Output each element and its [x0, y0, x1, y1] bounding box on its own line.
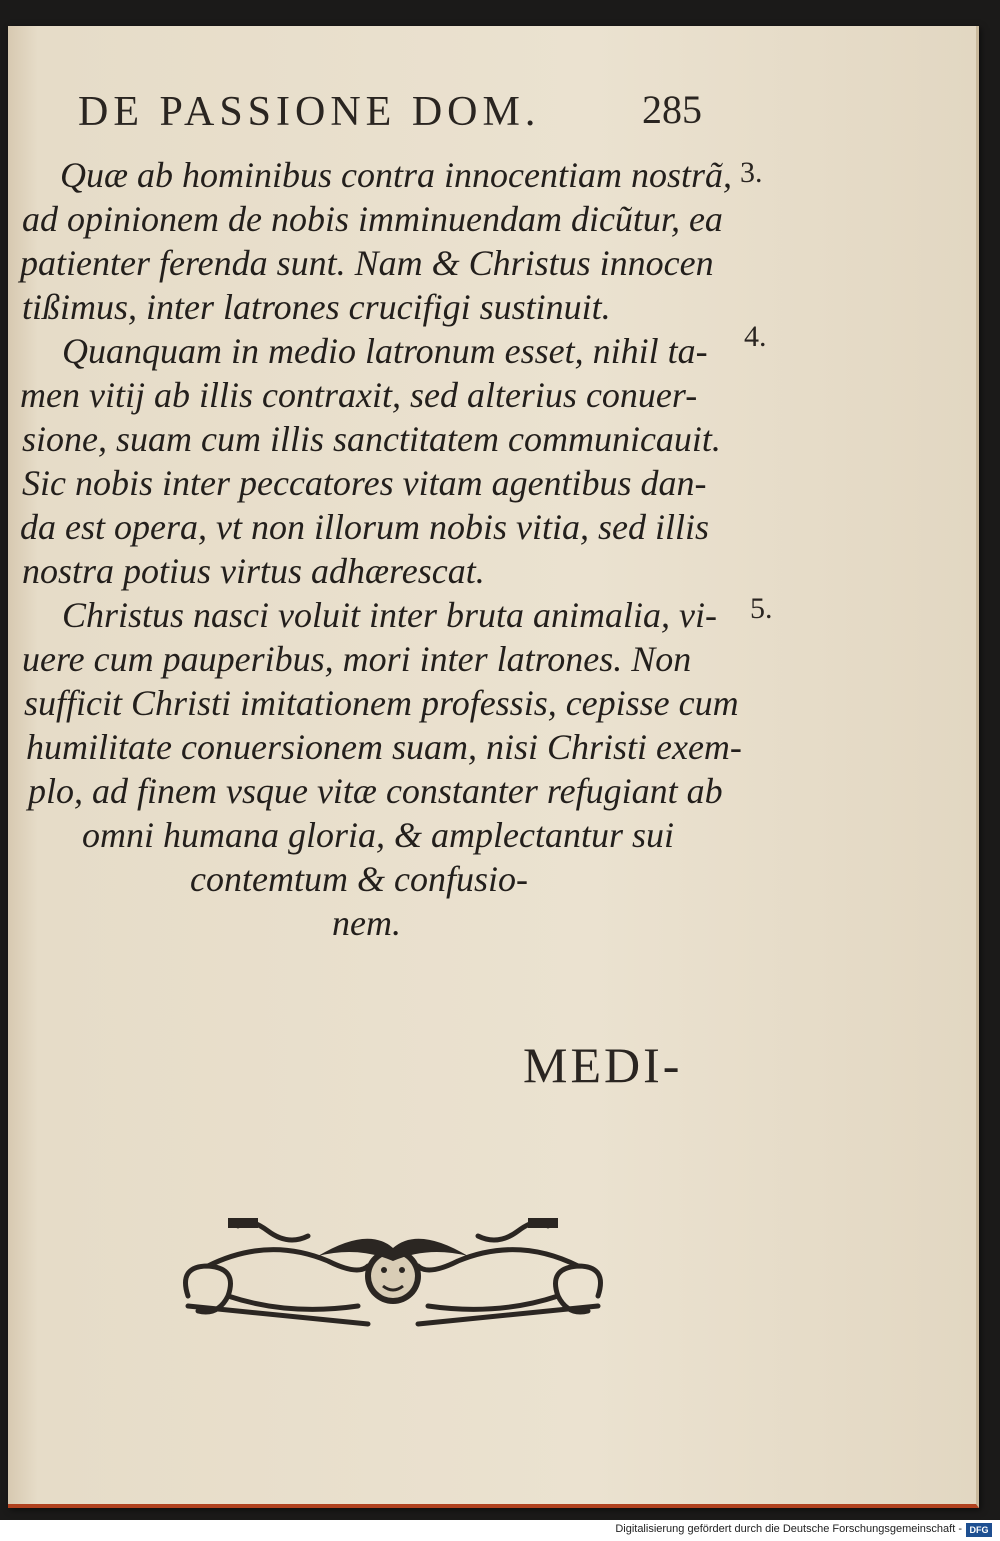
margin-number: 3. [740, 156, 763, 189]
body-line: sufficit Christi imitationem professis, cepisse cum [24, 683, 739, 723]
body-line: omni humana gloria, & amplectantur sui [82, 815, 674, 855]
body-line: contemtum & confusio- [190, 859, 528, 899]
footer-credit: Digitalisierung gefördert durch die Deutsche Forschungsgemeinschaft - [615, 1523, 962, 1535]
woodcut-ornament [168, 1206, 618, 1346]
body-line: nostra potius virtus adhærescat. [22, 551, 485, 591]
body-line: nem. [332, 903, 401, 943]
body-line: Quæ ab hominibus contra innocentiam nostrã, [60, 155, 732, 195]
running-title: DE PASSIONE DOM. [78, 89, 541, 135]
body-line: plo, ad finem vsque vitæ constanter refugiant ab [28, 771, 723, 811]
margin-number: 5. [750, 592, 773, 625]
body-line: ad opinionem de nobis imminuendam dicũtur, ea [22, 199, 723, 239]
footer-bar [0, 1520, 1000, 1541]
body-line: patienter ferenda sunt. Nam & Christus innocen [20, 243, 714, 283]
page-number: 285 [642, 87, 702, 132]
body-line: tißimus, inter latrones crucifigi sustinuit. [22, 287, 611, 327]
margin-number: 4. [744, 320, 767, 353]
body-line: uere cum pauperibus, mori inter latrones. Non [22, 639, 692, 679]
body-line: Sic nobis inter peccatores vitam agentibus dan- [22, 463, 707, 503]
body-line: da est opera, vt non illorum nobis vitia, sed illis [20, 507, 709, 547]
body-line: sione, suam cum illis sanctitatem communicauit. [22, 419, 721, 459]
body-line: Christus nasci voluit inter bruta animalia, vi- [62, 595, 717, 635]
book-page [8, 26, 979, 1508]
body-line: men vitij ab illis contraxit, sed alterius conuer- [20, 375, 698, 415]
catchword: MEDI- [523, 1037, 683, 1093]
dfg-logo: DFG [966, 1523, 992, 1537]
body-line: Quanquam in medio latronum esset, nihil ta- [62, 331, 708, 371]
body-line: humilitate conuersionem suam, nisi Christi exem- [26, 727, 742, 767]
